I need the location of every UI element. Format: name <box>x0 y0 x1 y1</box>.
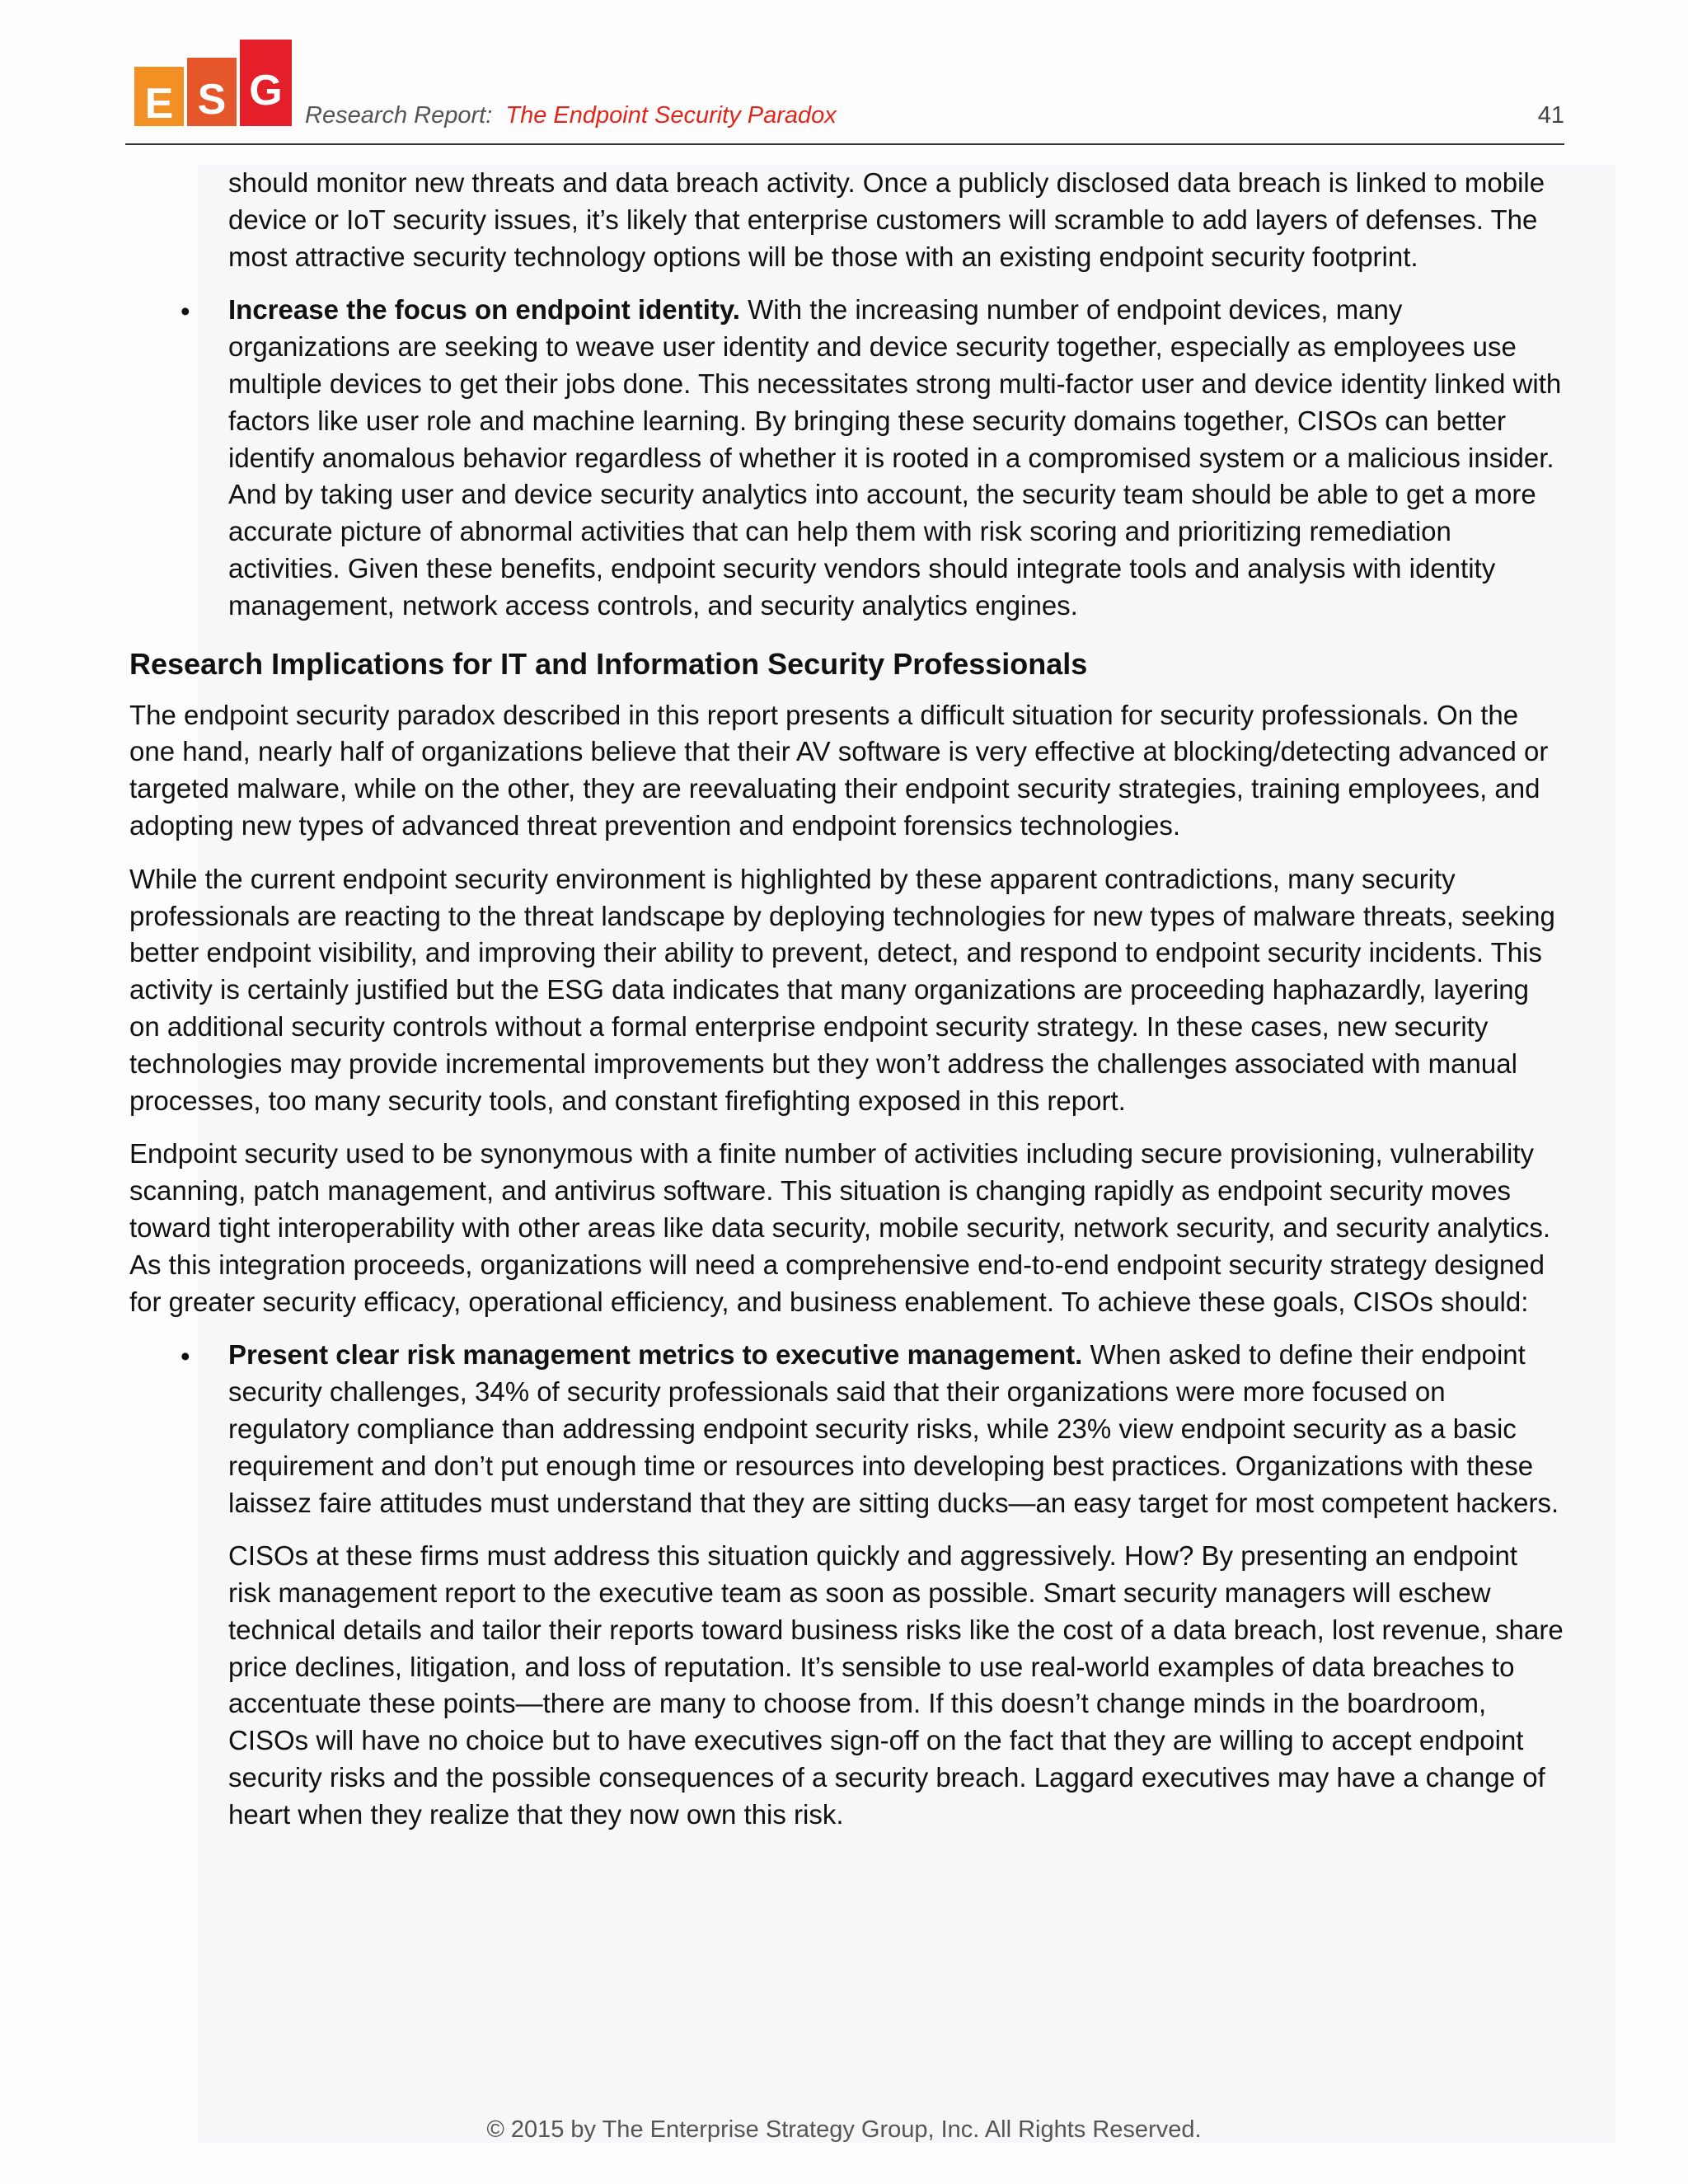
bullet-endpoint-identity <box>129 292 1564 624</box>
bullet-dot-icon: • <box>181 296 190 327</box>
header-divider <box>125 143 1564 145</box>
logo-letter-g: G <box>240 40 292 126</box>
bullet-lead: Present clear risk management metrics to executive management. <box>228 1339 1083 1371</box>
paragraph: Endpoint security used to be synonymous with a finite number of activities including secure provisioning, vulnerability scanning, patch management, and antivirus software. This situation is changing rapidly as endpoint security moves toward tight interoperability with other areas like data security, mobile security, network security, and security analytics. As this integration proceeds, organizations will need a comprehensive end-to-end endpoint security strategy designed for greater security efficacy, operational efficiency, and business enablement. To achieve these goals, CISOs should: <box>129 1138 1551 1317</box>
report-prefix: Research Report: <box>305 102 493 129</box>
bullet-dot-icon: • <box>181 1341 190 1372</box>
bullet-text: When asked to define their endpoint security challenges, 34% of security professionals said that their organizations were more focused on regulatory compliance than addressing endpoint security risks, while 23% view endpoint security as a basic requirement and don’t put enough time or resources into developing best practices. Organizations with these laissez faire attitudes must understand that they are sitting ducks—an easy target for most competent hackers. <box>228 1339 1559 1518</box>
page-content <box>129 165 1564 1850</box>
logo-letter-s: S <box>187 58 237 126</box>
paragraph: The endpoint security paradox described in this report presents a difficult situation for security professionals. On the one hand, nearly half of organizations believe that their AV software is very effective at blocking/detecting advanced or targeted malware, while on the other, they are reevaluating their endpoint security strategies, training employees, and adopting new types of advanced threat prevention and endpoint forensics technologies. <box>129 699 1549 841</box>
footer-copyright: © 2015 by The Enterprise Strategy Group, Inc. All Rights Reserved. <box>486 2116 1202 2143</box>
esg-logo <box>134 40 293 129</box>
bullet-followup-paragraph: CISOs at these firms must address this situation quickly and aggressively. How? By presenting an endpoint risk management report to the executive team as soon as possible. Smart security managers will eschew technical details and tailor their reports toward business risks like the cost of a data breach, lost revenue, share price declines, litigation, and loss of reputation. It’s sensible to use real-world examples of data breaches to accentuate these points—there are many to choose from. If this doesn’t change minds in the boardroom, CISOs will have no choice but to have executives sign-off on the fact that they are willing to accept endpoint security risks and the possible consequences of a security breach. Laggard executives may have a change of heart when they realize that they now own this risk. <box>228 1540 1564 1830</box>
page-number: 41 <box>1537 102 1564 129</box>
report-label <box>305 102 837 129</box>
logo-letter-e: E <box>134 67 184 126</box>
bullet-text: With the increasing number of endpoint devices, many organizations are seeking to weave user identity and device security together, especially as employees use multiple devices to get their jobs done. This necessitates strong multi-factor user and device identity linked with factors like user role and machine learning. By bringing these security domains together, CISOs can better identify anomalous behavior regardless of whether it is rooted in a compromised system or a malicious insider. And by taking user and device security analytics into account, the security team should be able to get a more accurate picture of abnormal activities that can help them with risk scoring and prioritizing remediation activities. Given these benefits, endpoint security vendors should integrate tools and analysis with identity management, network access controls, and security analytics engines. <box>228 294 1562 621</box>
bullet-risk-metrics <box>129 1337 1564 1521</box>
paragraph: While the current endpoint security environment is highlighted by these apparent contradictions, many security professionals are reacting to the threat landscape by deploying technologies for new types of malware threats, seeking better endpoint visibility, and improving their ability to prevent, detect, and respond to endpoint security incidents. This activity is certainly justified but the ESG data indicates that many organizations are proceeding haphazardly, layering on additional security controls without a formal enterprise endpoint security strategy. In these cases, new security technologies may provide incremental improvements but they won’t address the challenges associated with manual processes, too many security tools, and constant firefighting exposed in this report. <box>129 863 1555 1116</box>
page-header <box>130 38 1564 147</box>
continued-paragraph: should monitor new threats and data breach activity. Once a publicly disclosed data breach is linked to mobile device or IoT security issues, it’s likely that enterprise customers will scramble to add layers of defenses. The most attractive security technology options will be those with an existing endpoint security footprint. <box>228 167 1545 272</box>
section-heading: Research Implications for IT and Information Security Professionals <box>129 646 1088 681</box>
report-title: The Endpoint Security Paradox <box>505 102 837 129</box>
bullet-lead: Increase the focus on endpoint identity. <box>228 294 740 326</box>
